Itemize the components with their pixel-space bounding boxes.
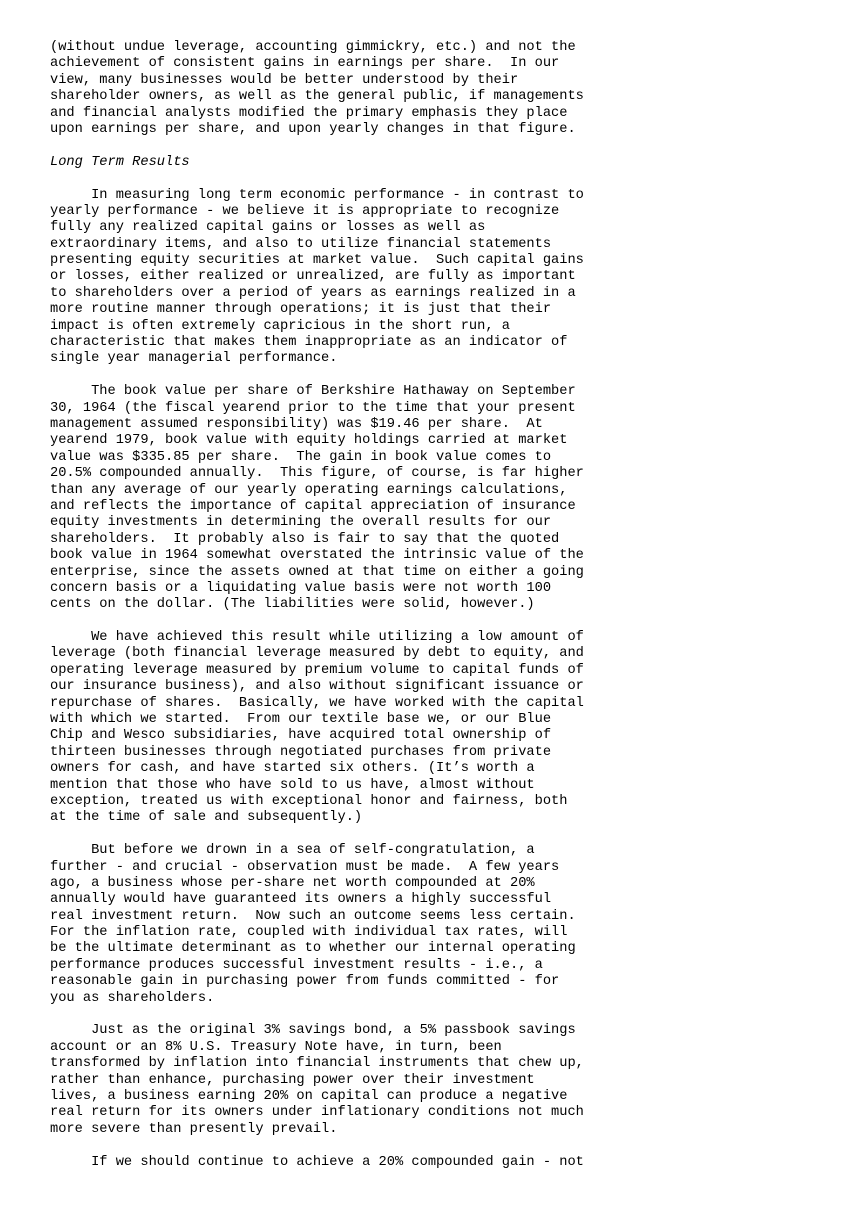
text-line: equity investments in determining the overall results for our — [50, 515, 552, 531]
section-heading — [50, 155, 850, 171]
paragraph — [50, 1023, 850, 1138]
text-line: 30, 1964 (the fiscal yearend prior to the time that your present — [50, 400, 576, 416]
text-line: account or an 8% U.S. Treasury Note have, in turn, been — [50, 1039, 502, 1055]
text-line: real investment return. Now such an outcome seems less certain. — [50, 908, 576, 924]
paragraph — [50, 843, 850, 1007]
paragraph — [50, 40, 850, 138]
text-line: with which we started. From our textile base we, or our Blue — [50, 712, 552, 728]
text-line: Chip and Wesco subsidiaries, have acquired total ownership of — [50, 728, 552, 744]
text-line: We have achieved this result while utilizing a low amount of — [50, 630, 584, 646]
paragraph — [50, 1155, 850, 1171]
text-line: (without undue leverage, accounting gimmickry, etc.) and not the — [50, 40, 576, 55]
text-line: to shareholders over a period of years as earnings realized in a — [50, 285, 576, 301]
text-line: For the inflation rate, coupled with individual tax rates, will — [50, 925, 568, 941]
text-line: management assumed responsibility) was $19.46 per share. At — [50, 416, 543, 432]
text-line: leverage (both financial leverage measured by debt to equity, and — [50, 646, 584, 662]
text-line: exception, treated us with exceptional honor and fairness, both — [50, 793, 568, 809]
text-line: 20.5% compounded annually. This figure, of course, is far higher — [50, 466, 584, 482]
text-line: shareholders. It probably also is fair to say that the quoted — [50, 531, 560, 547]
text-line: concern basis or a liquidating value basis were not worth 100 — [50, 580, 552, 596]
text-line: at the time of sale and subsequently.) — [50, 810, 363, 826]
text-line: be the ultimate determinant as to whether our internal operating — [50, 941, 576, 957]
text-line: our insurance business), and also without significant issuance or — [50, 679, 584, 695]
text-line: further - and crucial - observation must be made. A few years — [50, 859, 560, 875]
text-line: than any average of our yearly operating earnings calculations, — [50, 482, 568, 498]
text-line: more routine manner through operations; it is just that their — [50, 302, 552, 318]
text-line: In measuring long term economic performance - in contrast to — [50, 187, 584, 203]
paragraph — [50, 630, 850, 827]
text-line: cents on the dollar. (The liabilities were solid, however.) — [50, 597, 535, 613]
text-line: you as shareholders. — [50, 990, 215, 1006]
text-line: operating leverage measured by premium volume to capital funds of — [50, 662, 584, 678]
text-line: view, many businesses would be better understood by their — [50, 72, 519, 88]
text-line: yearend 1979, book value with equity holdings carried at market — [50, 433, 568, 449]
text-line: presenting equity securities at market value. Such capital gains — [50, 253, 584, 269]
text-line: and financial analysts modified the primary emphasis they place — [50, 105, 568, 121]
text-line: lives, a business earning 20% on capital can produce a negative — [50, 1089, 568, 1104]
text-line: shareholder owners, as well as the general public, if managements — [50, 89, 584, 105]
text-line: reasonable gain in purchasing power from funds committed - for — [50, 974, 560, 990]
text-line: or losses, either realized or unrealized, are fully as important — [50, 269, 576, 285]
text-line: yearly performance - we believe it is appropriate to recognize — [50, 203, 560, 219]
text-line: transformed by inflation into financial instruments that chew up, — [50, 1056, 584, 1072]
text-line: impact is often extremely capricious in the short run, a — [50, 318, 510, 334]
text-line: performance produces successful investment results - i.e., a — [50, 957, 543, 973]
text-line: If we should continue to achieve a 20% compounded gain - not — [50, 1154, 584, 1170]
text-line: fully any realized capital gains or losses as well as — [50, 220, 486, 236]
paragraph — [50, 384, 850, 613]
text-line: Long Term Results — [50, 154, 190, 170]
text-line: owners for cash, and have started six others. (It’s worth a — [50, 761, 535, 777]
text-line: single year managerial performance. — [50, 351, 338, 367]
text-line: thirteen businesses through negotiated purchases from private — [50, 744, 552, 760]
text-line: enterprise, since the assets owned at that time on either a going — [50, 564, 584, 580]
text-line: rather than enhance, purchasing power over their investment — [50, 1072, 535, 1088]
text-line: characteristic that makes them inappropriate as an indicator of — [50, 335, 568, 351]
text-line: value was $335.85 per share. The gain in book value comes to — [50, 449, 552, 465]
text-line: Just as the original 3% savings bond, a 5% passbook savings — [50, 1023, 576, 1039]
text-line: upon earnings per share, and upon yearly changes in that figure. — [50, 121, 576, 137]
text-line: achievement of consistent gains in earnings per share. In our — [50, 56, 560, 72]
text-line: mention that those who have sold to us have, almost without — [50, 777, 535, 793]
text-line: But before we drown in a sea of self-congratulation, a — [50, 843, 535, 859]
text-line: The book value per share of Berkshire Hathaway on September — [50, 384, 576, 400]
text-line: and reflects the importance of capital appreciation of insurance — [50, 498, 576, 514]
text-line: ago, a business whose per-share net worth compounded at 20% — [50, 875, 535, 891]
text-line: repurchase of shares. Basically, we have worked with the capital — [50, 695, 584, 711]
text-line: real return for its owners under inflationary conditions not much — [50, 1105, 584, 1121]
text-line: book value in 1964 somewhat overstated the intrinsic value of the — [50, 548, 584, 564]
text-line: more severe than presently prevail. — [50, 1121, 338, 1137]
document-page — [50, 40, 850, 1187]
text-line: annually would have guaranteed its owners a highly successful — [50, 892, 552, 908]
text-line: extraordinary items, and also to utilize financial statements — [50, 236, 552, 252]
paragraph — [50, 188, 850, 368]
